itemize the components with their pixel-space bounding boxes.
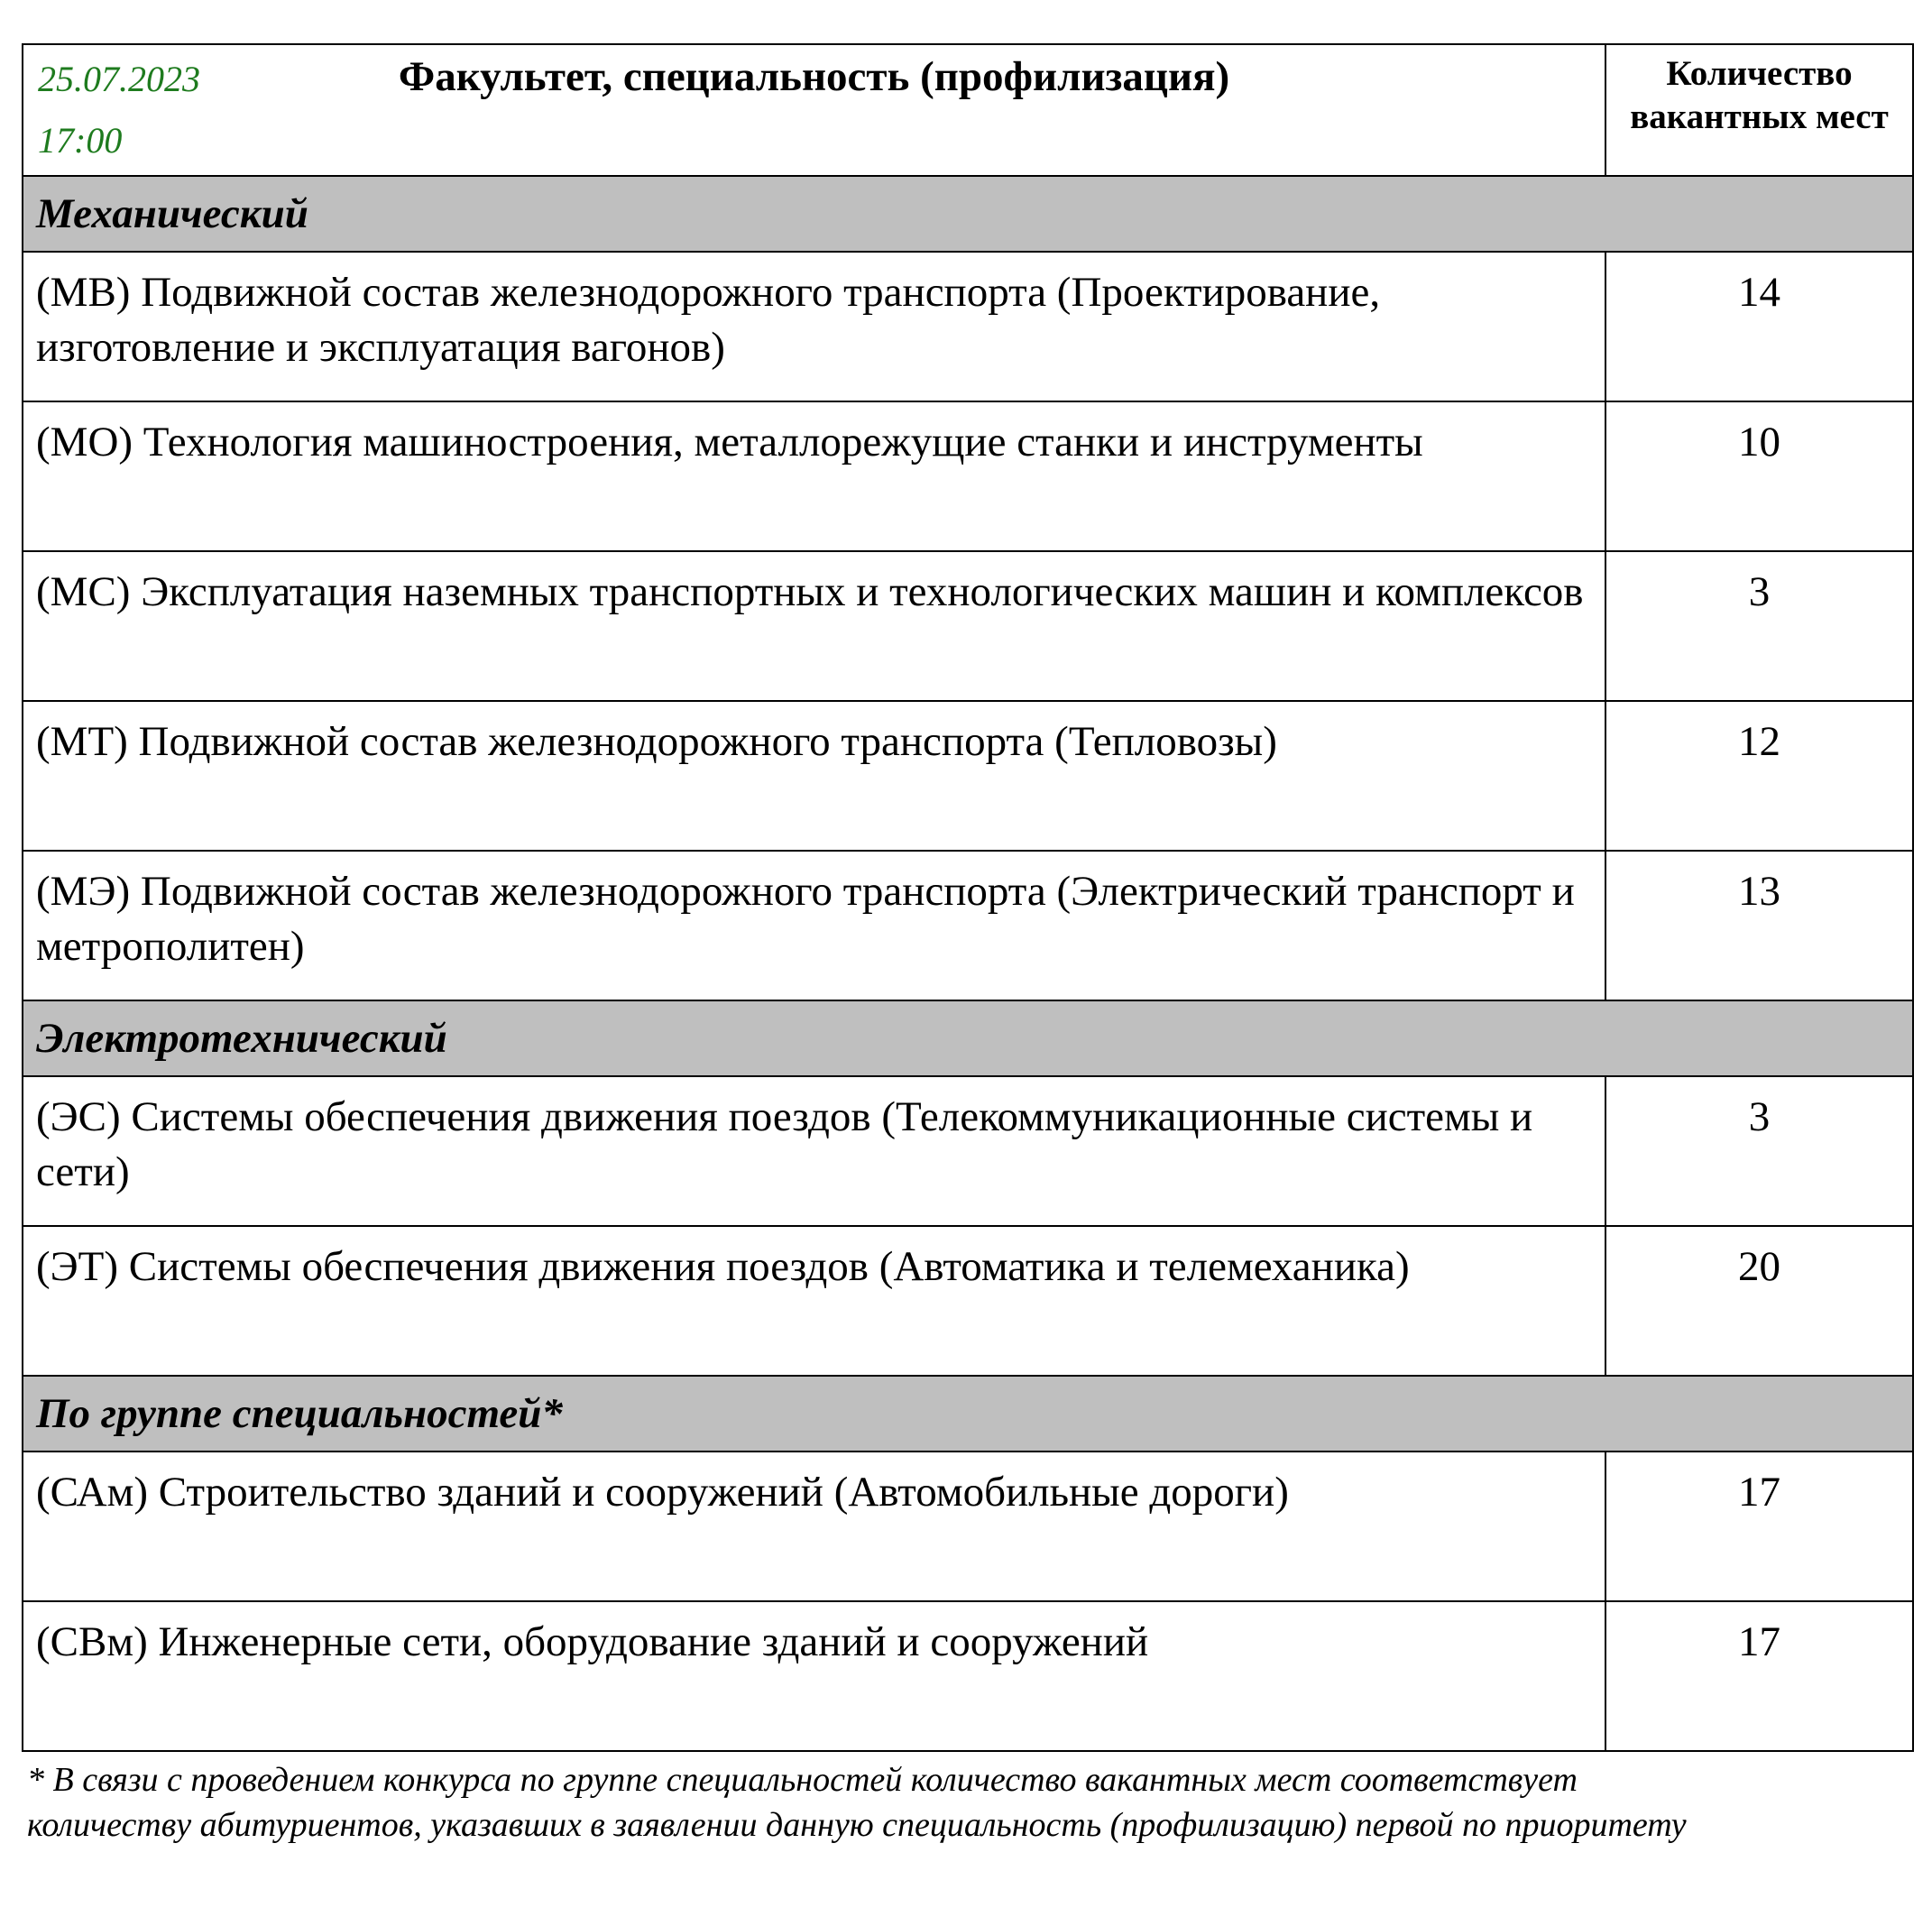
faculty-name: Электротехнический xyxy=(23,1000,1913,1076)
faculty-row xyxy=(23,1000,1913,1076)
vacancy-count: 10 xyxy=(1605,401,1913,551)
footnote-line: количеству абитуриентов, указавших в заявлении данную специальность (профилизацию) первой по приоритету xyxy=(27,1806,1687,1844)
column-header-count-line2: вакантных мест xyxy=(1630,97,1889,136)
vacancy-count: 17 xyxy=(1605,1452,1913,1601)
timestamp-time: 17:00 xyxy=(38,120,123,161)
vacancy-count: 20 xyxy=(1605,1226,1913,1376)
table-row xyxy=(23,252,1913,401)
specialty-name: (МВ) Подвижной состав железнодорожного транспорта (Проектирование, изготовление и эксплуатация вагонов) xyxy=(23,252,1605,401)
column-header-name: Факультет, специальность (профилизация) xyxy=(398,53,1230,100)
faculty-name: По группе специальностей* xyxy=(23,1376,1913,1452)
specialty-name: (САм) Строительство зданий и сооружений (Автомобильные дороги) xyxy=(23,1452,1605,1601)
vacancy-document xyxy=(22,43,1912,1848)
vacancy-table xyxy=(22,43,1914,1752)
faculty-row xyxy=(23,1376,1913,1452)
header-name-cell xyxy=(23,44,1605,176)
vacancy-count: 13 xyxy=(1605,851,1913,1000)
specialty-name: (ЭТ) Системы обеспечения движения поездов (Автоматика и телемеханика) xyxy=(23,1226,1605,1376)
table-row xyxy=(23,1601,1913,1751)
faculty-row xyxy=(23,176,1913,252)
table-row xyxy=(23,701,1913,851)
vacancy-count: 12 xyxy=(1605,701,1913,851)
specialty-name: (МО) Технология машиностроения, металлорежущие станки и инструменты xyxy=(23,401,1605,551)
table-row xyxy=(23,1452,1913,1601)
specialty-name: (МС) Эксплуатация наземных транспортных и технологических машин и комплексов xyxy=(23,551,1605,701)
footnote xyxy=(22,1757,1918,1848)
specialty-name: (СВм) Инженерные сети, оборудование зданий и сооружений xyxy=(23,1601,1605,1751)
vacancy-count: 14 xyxy=(1605,252,1913,401)
table-row xyxy=(23,551,1913,701)
vacancy-count: 17 xyxy=(1605,1601,1913,1751)
table-row xyxy=(23,851,1913,1000)
specialty-name: (МТ) Подвижной состав железнодорожного транспорта (Тепловозы) xyxy=(23,701,1605,851)
header-count-cell xyxy=(1605,44,1913,176)
specialty-name: (МЭ) Подвижной состав железнодорожного транспорта (Электрический транспорт и метрополитен) xyxy=(23,851,1605,1000)
column-header-count-line1: Количество xyxy=(1666,54,1853,93)
vacancy-count: 3 xyxy=(1605,551,1913,701)
timestamp-date: 25.07.2023 xyxy=(38,59,200,99)
table-row xyxy=(23,1226,1913,1376)
specialty-name: (ЭС) Системы обеспечения движения поездов (Телекоммуникационные системы и сети) xyxy=(23,1076,1605,1226)
table-row xyxy=(23,1076,1913,1226)
vacancy-count: 3 xyxy=(1605,1076,1913,1226)
table-header-row xyxy=(23,44,1913,176)
table-row xyxy=(23,401,1913,551)
faculty-name: Механический xyxy=(23,176,1913,252)
timestamp xyxy=(38,49,200,171)
footnote-line: * В связи с проведением конкурса по группе специальностей количество вакантных мест соответствует xyxy=(27,1761,1578,1799)
